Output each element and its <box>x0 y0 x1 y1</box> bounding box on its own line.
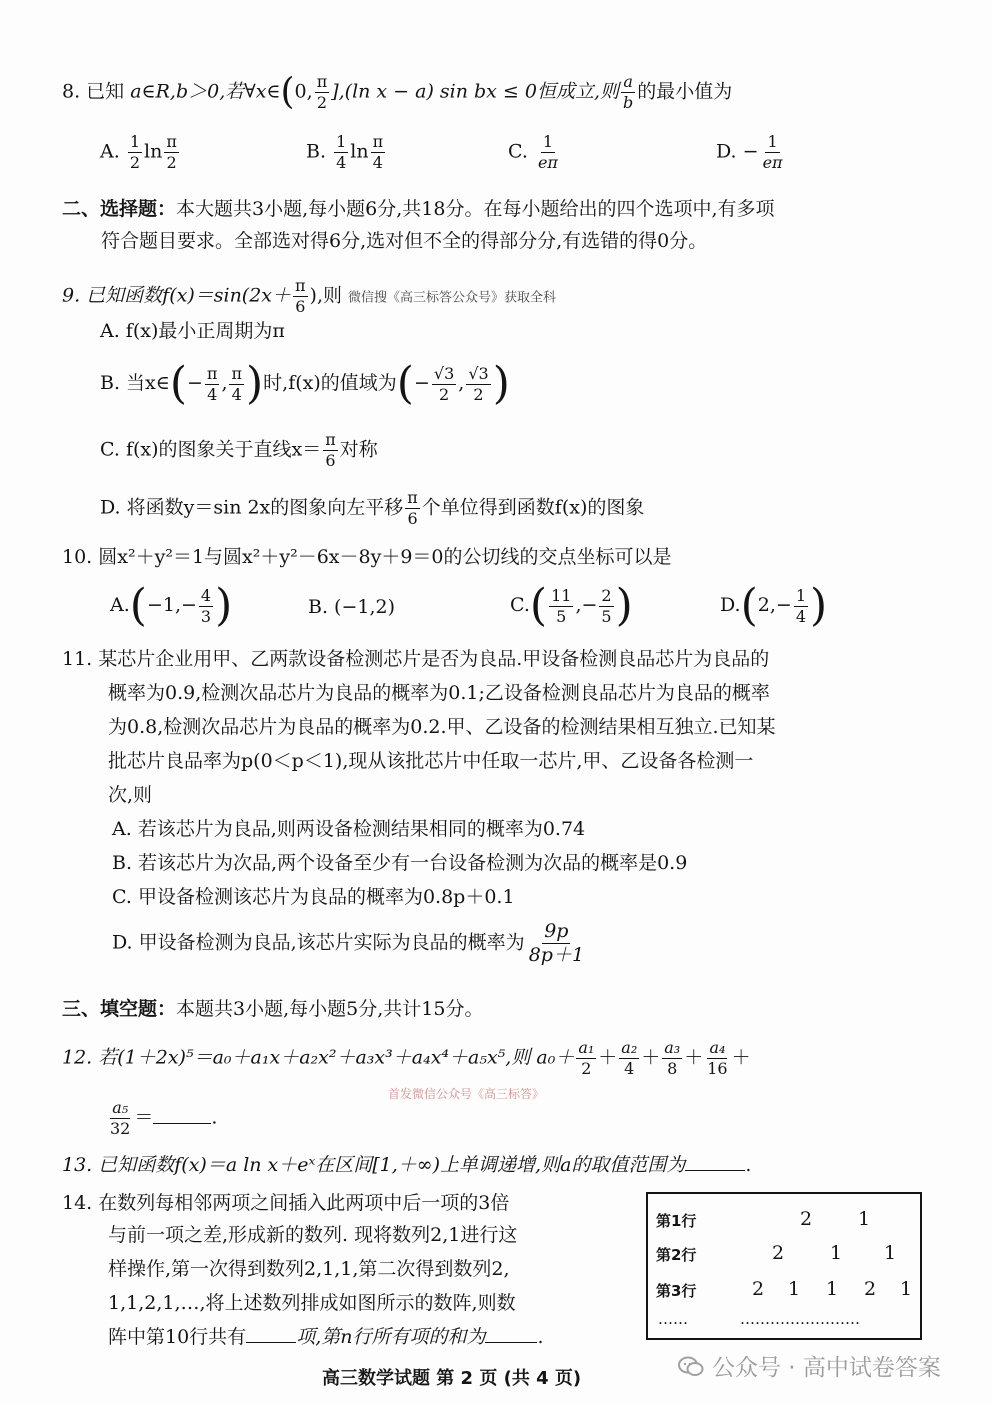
q8-question: 的最小值为 <box>637 80 733 103</box>
q11-option-d: D. 甲设备检测为良品,该芯片实际为良品的概率为 $\frac{9p}{8p+1}$ <box>112 920 585 966</box>
q10-stem: 10. 圆x²＋y²＝1与圆x²＋y²－6x－8y＋9＝0的公切线的交点坐标可以是 <box>62 546 672 568</box>
section2-instructions: 本大题共3小题,每小题6分,共18分。在每小题给出的四个选项中,有多项 <box>176 198 775 220</box>
q11-stem-3: 为0.8,检测次品芯片为良品的概率为0.2.甲、乙设备的检测结果相互独立.已知某 <box>108 716 776 738</box>
q8-option-c: C. $\frac{1}{e\pi}$ <box>508 132 558 172</box>
q8-label: 8. 已知 <box>62 80 125 103</box>
q11-stem-4: 批芯片良品率为p(0＜p＜1),现从该批芯片中任取一芯片,甲、乙设备各检测一 <box>108 750 754 772</box>
q8-condition: a∈R,b＞0,若∀x∈ <box>130 80 281 103</box>
section3-header <box>62 1000 483 1019</box>
q14-stem-3: 样操作,第一次得到数列2,1,1,第二次得到数列2, <box>108 1258 510 1280</box>
page-footer: 高三数学试题 第 2 页 (共 4 页) <box>322 1368 582 1389</box>
q11-stem-5: 次,则 <box>108 784 153 806</box>
array-cell: 1 <box>900 1278 913 1300</box>
array-row-1 <box>656 1210 696 1231</box>
array-row-3 <box>656 1280 696 1301</box>
q11-option-a: A. 若该芯片为良品,则两设备检测结果相同的概率为0.74 <box>112 818 586 840</box>
q14-stem-2: 与前一项之差,形成新的数列. 现将数列2,1进行这 <box>108 1224 518 1246</box>
array-row-2 <box>656 1244 696 1265</box>
array-ellipsis: …………………… <box>740 1310 860 1328</box>
q9-option-b: B. 当x∈(− $\frac{\pi}{4}$ , $\frac{\pi}{4}$ )时,f(x)的值域为(− $\frac{√3}{2}$ , $\frac{√3}{2}$ ) <box>100 358 510 409</box>
q8-option-a: A. $\frac{1}{2}$ ln $\frac{\pi}{2}$ <box>100 132 177 172</box>
q14-stem-1: 14. 在数列每相邻两项之间插入此两项中后一项的3倍 <box>62 1192 510 1214</box>
q14-stem-5: 阵中第10行共有 项,第n行所有项的和为 . <box>108 1326 544 1348</box>
array-cell: 2 <box>772 1242 785 1264</box>
section2-title: 二、选择题： <box>62 198 177 220</box>
array-cell: 2 <box>864 1278 877 1300</box>
q11-stem-1: 11. 某芯片企业用甲、乙两款设备检测芯片是否为良品.甲设备检测良品芯片为良品的 <box>62 648 770 670</box>
red-watermark: 首发微信公众号《高三标答》 <box>388 1087 545 1101</box>
q10-option-a: A.(−1,− $\frac{4}{3}$ ) <box>110 580 233 631</box>
q12-stem-2: $\frac{\text{a₅}}{32}$ ＝ . <box>110 1098 218 1138</box>
q9-option-c: C. f(x)的图象关于直线x＝ $\frac{\pi}{6}$ 对称 <box>100 430 378 470</box>
q14-number-array-box <box>646 1192 922 1340</box>
q11-stem-2: 概率为0.9,检测次品芯片为良品的概率为0.1;乙设备检测良品芯片为良品的概率 <box>108 682 770 704</box>
q14-stem-4: 1,1,2,1,…,将上述数列排成如图所示的数阵,则数 <box>108 1292 516 1314</box>
q8-option-d: D. − $\frac{1}{e\pi}$ <box>716 132 783 172</box>
q10-option-c: C.( $\frac{11}{5}$ ,− $\frac{2}{5}$ ) <box>510 580 633 631</box>
q8-stem: 8. 已知 a∈R,b＞0,若∀x∈(0, $\frac{\pi}{2}$ ],(ln x − a) sin bx ≤ 0恒成立,则 $\frac{a}{b}$ 的最小值为 <box>62 71 733 113</box>
q12-answer-blank[interactable] <box>153 1123 211 1124</box>
q12-stem: 12. 若(1＋2x)⁵＝a₀＋a₁x＋a₂x²＋a₃x³＋a₄x⁴＋a₅x⁵,则 a₀＋ $\frac{\text{a₁}}{2}$ ＋ $\frac{\text{a₂}}{4}$ ＋ $\frac{\text{a₃}}{8}$ ＋ $\frac{\text{a₄}}{16}$ ＋ <box>62 1038 751 1078</box>
row-label: 第1行 <box>656 1212 697 1230</box>
q9-stem: 9. 已知函数f(x)＝sin(2x＋ $\frac{\pi}{6}$ ),则 微信搜《高三标答公众号》获取全科 <box>62 276 557 316</box>
section2-instructions-2: 符合题目要求。全部选对得6分,选对但不全的得部分分,有选错的得0分。 <box>101 230 708 252</box>
watermark-text: 微信搜《高三标答公众号》获取全科 <box>348 290 557 306</box>
q9-option-d: D. 将函数y＝sin 2x的图象向左平移 $\frac{\pi}{6}$ 个单位得到函数f(x)的图象 <box>100 488 645 528</box>
q8-interval-left: 0, <box>294 80 313 103</box>
q11-option-c: C. 甲设备检测该芯片为良品的概率为0.8p＋0.1 <box>112 886 515 908</box>
array-cell: 1 <box>884 1242 897 1264</box>
array-cell: 1 <box>858 1208 871 1230</box>
q13-stem: 13. 已知函数f(x)＝a ln x＋eˣ在区间[1,＋∞)上单调递增,则a的取值范围为 . <box>62 1154 752 1176</box>
q14-answer-blank-1[interactable] <box>246 1342 296 1343</box>
q13-answer-blank[interactable] <box>685 1170 745 1171</box>
q9-option-a: A. f(x)最小正周期为π <box>100 320 285 342</box>
array-cell: 1 <box>826 1278 839 1300</box>
section3-title: 三、填空题： <box>62 998 177 1020</box>
q8-pi-over-2: $\frac{\pi}{2}$ <box>316 72 328 112</box>
q8-inequality: ],(ln x − a) sin bx ≤ 0恒成立,则 <box>331 80 620 103</box>
section2-header <box>62 200 775 219</box>
q8-option-b: B. $\frac{1}{4}$ ln $\frac{\pi}{4}$ <box>306 132 384 172</box>
q8-a-over-b: $\frac{a}{b}$ <box>623 72 634 112</box>
row-label: 第2行 <box>656 1246 697 1264</box>
section3-instructions: 本题共3小题,每小题5分,共计15分。 <box>176 998 484 1020</box>
q10-option-b: B. (−1,2) <box>308 596 396 618</box>
q14-answer-blank-2[interactable] <box>485 1342 537 1343</box>
row-label: 第3行 <box>656 1282 697 1300</box>
q10-option-d: D.(2,− $\frac{1}{4}$ ) <box>720 580 828 631</box>
array-cell: 1 <box>830 1242 843 1264</box>
array-cell: 1 <box>788 1278 801 1300</box>
q11-option-b: B. 若该芯片为次品,两个设备至少有一台设备检测为次品的概率是0.9 <box>112 852 688 874</box>
wechat-watermark: 公众号 · 高中试卷答案 <box>678 1356 941 1380</box>
array-ellipsis: …… <box>658 1310 688 1328</box>
wechat-icon <box>678 1356 704 1378</box>
array-cell: 2 <box>800 1208 813 1230</box>
array-cell: 2 <box>752 1278 765 1300</box>
